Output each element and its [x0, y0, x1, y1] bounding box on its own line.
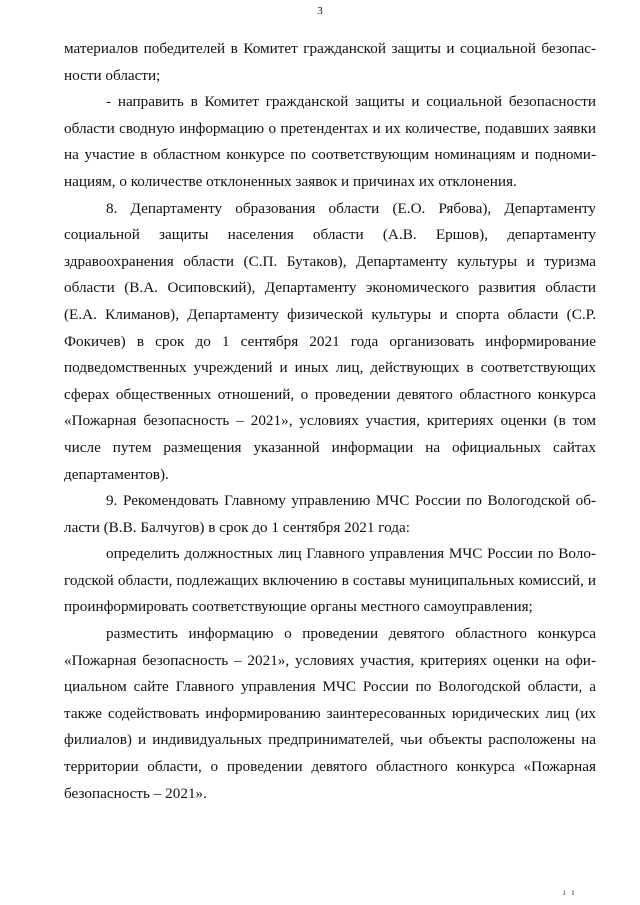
page-number: 3 — [317, 5, 323, 17]
paragraph-send-summary: - направить в Комитет гражданской защиты и социальной безопасности области сводную информацию о претендентах и их количестве, подавших заявки на участие в областном конкурсе по соответствующим номинациям и подноминациям, о количестве отклоненных заявок и причинах их отклонения. — [64, 93, 596, 190]
paragraph-item-9-define-officials: определить должностных лиц Главного управления МЧС России по Вологодской области, подлежащих включению в составы муниципальных комиссий, и проинформировать соответствующие органы местного самоуправления; — [64, 545, 596, 616]
paragraph-item-8: 8. Департаменту образования области (Е.О. Рябова), Департаменту социальной защиты населения области (А.В. Ершов), департаменту здравоохранения области (С.П. Бутаков), Департаменту культуры и туризма области (В.А. Осиповский), Департаменту экономического развития области (Е.А. Климанов), Департаменту физической культуры и спорта области (С.Р. Фокичев) в срок до 1 сентября 2021 года организовать информирование подведомственных учреждений и иных лиц, действующих в соответствующих сферах общественных отношений, о проведении девятого областного конкурса «Пожарная безопасность – 2021», условиях участия, критериях оценки (в том числе путем размещения указанной информации на официальных сайтах департаментов). — [64, 199, 596, 483]
scan-corner-mark: ı ı — [563, 887, 577, 897]
paragraph-item-9-publish-info: разместить информацию о проведении девятого областного конкурса «Пожарная безопасность – 2021», условиях участия, критериях оценки на официальном сайте Главного управления МЧС России по Вологодской области, а также содействовать информированию заинтересованных юридических лиц (их филиалов) и индивидуальных предпринимателей, чьи объекты расположены на территории области, о проведении девятого областного конкурса «Пожарная безопасность – 2021». — [64, 625, 596, 802]
paragraph-item-9: 9. Рекомендовать Главному управлению МЧС России по Вологодской области (В.В. Балчугов) в срок до 1 сентября 2021 года: — [64, 492, 596, 536]
document-body — [64, 36, 596, 807]
paragraph-continuation: материалов победителей в Комитет гражданской защиты и социальной безопасности области; — [64, 40, 596, 84]
